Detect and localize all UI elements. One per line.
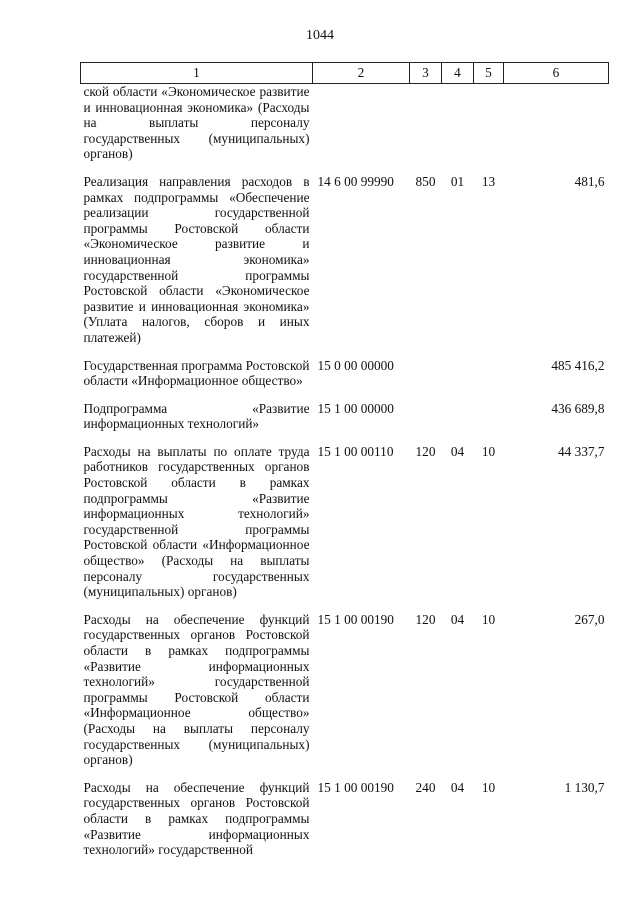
table-row <box>81 401 609 444</box>
row-description: Реализация направления расходов в рамках подпрограммы «Обеспечение реализации государственной программы Ростовской области «Экономическое развитие и инновационная экономика» государственной программы Ростовской области «Экономическое развитие и инновационная экономика» (Уплата налогов, сборов и иных платежей) <box>83 173 310 345</box>
row-subsection <box>474 401 504 444</box>
row-code: 15 1 00 00000 <box>317 400 394 416</box>
row-code: 15 0 00 00000 <box>317 357 394 373</box>
table-row <box>81 444 609 612</box>
row-section <box>442 358 474 401</box>
row-code: 15 1 00 00190 <box>317 611 394 627</box>
table-row <box>81 174 609 358</box>
row-expense-type: 240 <box>415 779 436 795</box>
row-expense-type <box>410 358 442 401</box>
row-description: Расходы на обеспечение функций государственных органов Ростовской области в рамках подпрограммы «Развитие информационных технологий» государственной программы Ростовской области «Информационное общество» (Расходы на выплаты персоналу государственных (муниципальных) органов) <box>83 611 310 768</box>
row-expense-type <box>410 401 442 444</box>
row-code: 15 1 00 00110 <box>317 443 394 459</box>
table-row <box>81 612 609 780</box>
column-header-3: 3 <box>410 63 442 84</box>
column-header-1: 1 <box>81 63 313 84</box>
row-description: Расходы на выплаты по оплате труда работников государственных органов Ростовской области в рамках подпрограммы «Развитие информационных технологий» государственной программы Ростовской области «Информационное общество» (Расходы на выплаты персоналу государственных (муниципальных) органов) <box>83 443 310 600</box>
row-amount <box>504 84 609 174</box>
row-amount: 481,6 <box>574 173 605 189</box>
row-code: 14 6 00 99990 <box>317 173 394 189</box>
row-amount: 436 689,8 <box>551 400 605 416</box>
row-section <box>442 84 474 174</box>
row-section: 01 <box>450 173 465 189</box>
page-number: 1044 <box>306 28 334 43</box>
row-amount: 485 416,2 <box>551 357 605 373</box>
table-header-row <box>81 63 609 84</box>
column-header-5: 5 <box>474 63 504 84</box>
row-subsection <box>474 84 504 174</box>
row-subsection: 10 <box>481 611 496 627</box>
row-subsection <box>474 358 504 401</box>
row-code <box>313 84 410 174</box>
row-expense-type <box>410 84 442 174</box>
column-header-6: 6 <box>504 63 609 84</box>
row-subsection: 13 <box>481 173 496 189</box>
row-amount: 1 130,7 <box>564 779 605 795</box>
row-expense-type: 120 <box>415 443 436 459</box>
row-amount: 267,0 <box>574 611 605 627</box>
row-section: 04 <box>450 611 465 627</box>
column-header-4: 4 <box>442 63 474 84</box>
row-expense-type: 120 <box>415 611 436 627</box>
row-description: Расходы на обеспечение функций государственных органов Ростовской области в рамках подпрограммы «Развитие информационных технологий» государственной <box>83 779 310 858</box>
table-row <box>81 780 609 870</box>
row-expense-type: 850 <box>415 173 436 189</box>
row-subsection: 10 <box>481 779 496 795</box>
row-description: Подпрограмма «Развитие информационных технологий» <box>83 400 310 432</box>
row-section: 04 <box>450 443 465 459</box>
row-amount: 44 337,7 <box>557 443 605 459</box>
budget-table <box>80 62 609 870</box>
row-section <box>442 401 474 444</box>
table-row <box>81 84 609 174</box>
row-description: Государственная программа Ростовской области «Информационное общество» <box>83 357 310 389</box>
row-subsection: 10 <box>481 443 496 459</box>
row-code: 15 1 00 00190 <box>317 779 394 795</box>
row-section: 04 <box>450 779 465 795</box>
row-description: ской области «Экономическое развитие и инновационная экономика» (Расходы на выплаты персоналу государственных (муниципальных) органов) <box>83 84 310 162</box>
table-row <box>81 358 609 401</box>
column-header-2: 2 <box>313 63 410 84</box>
